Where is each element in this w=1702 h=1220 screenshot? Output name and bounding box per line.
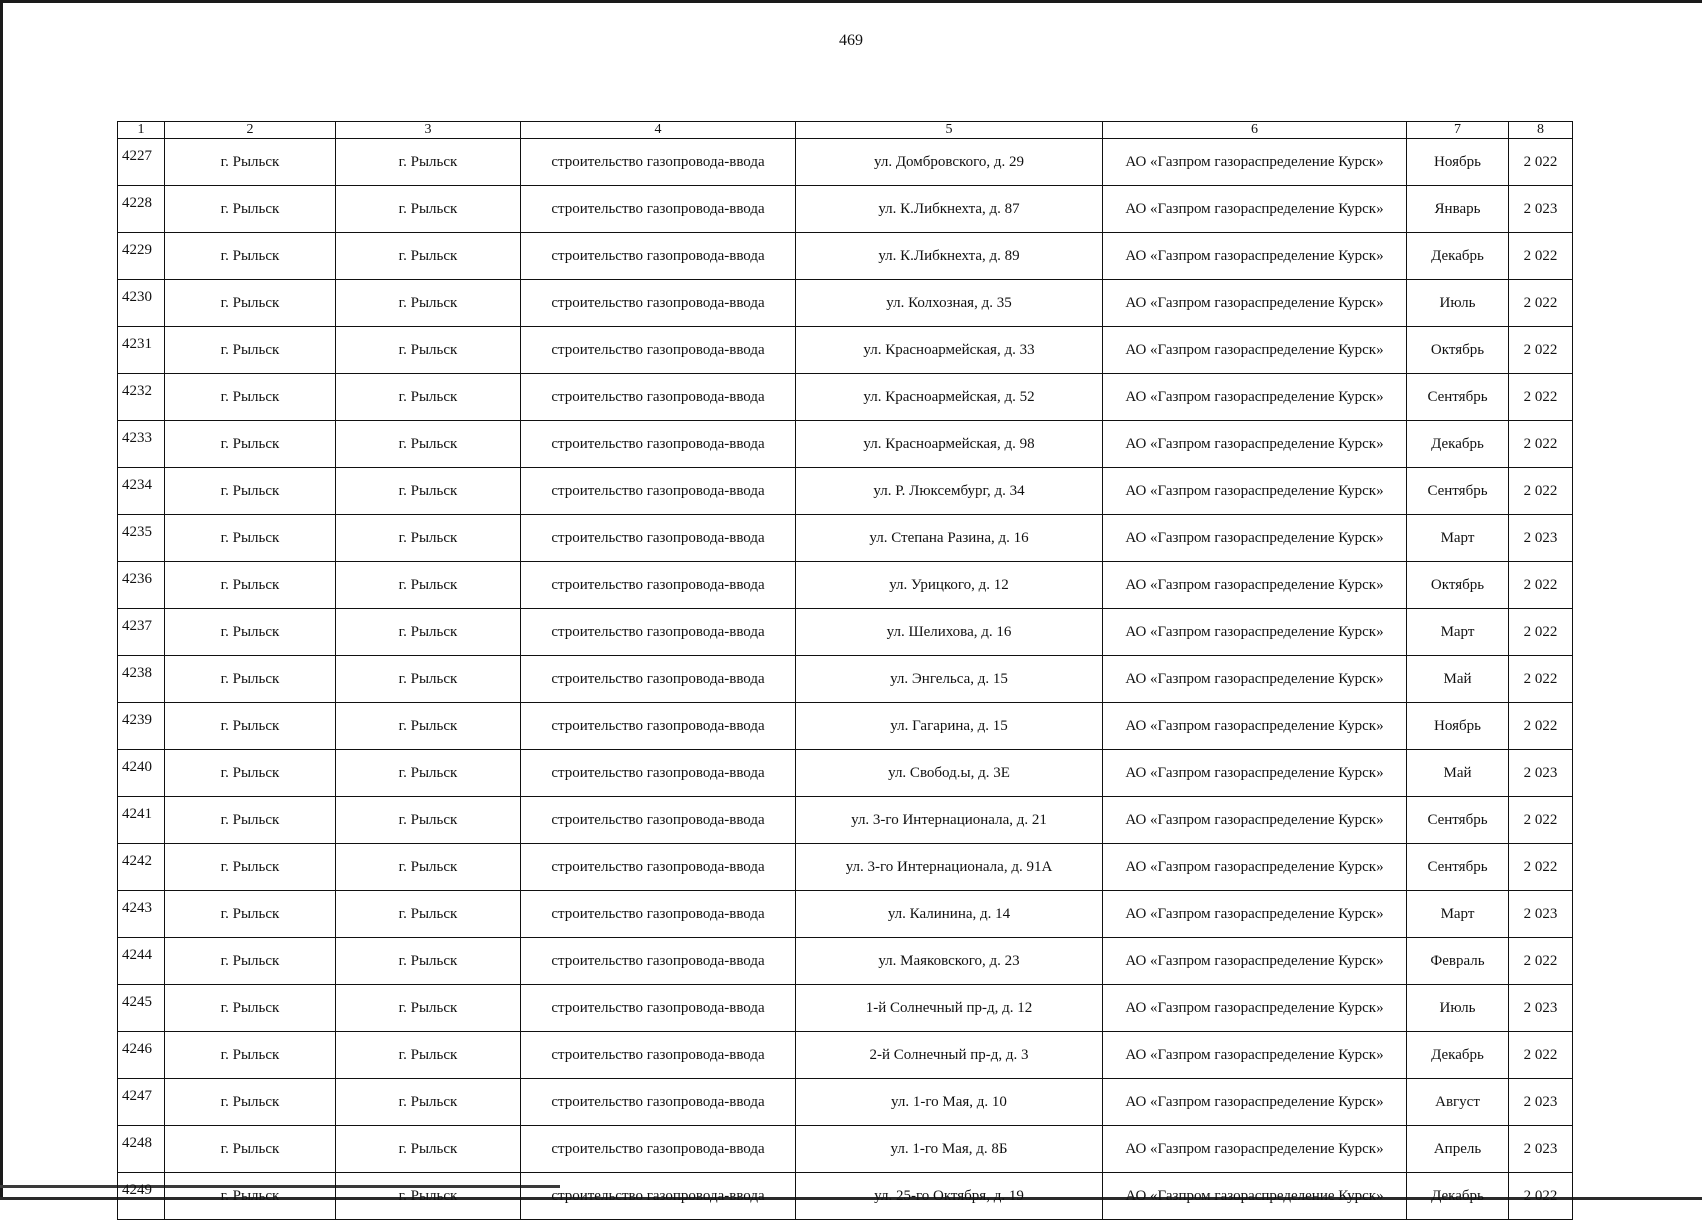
cell-row-number: 4228 [118, 186, 165, 233]
cell-month: Октябрь [1407, 562, 1509, 609]
cell-municipality: г. Рыльск [165, 844, 336, 891]
cell-settlement: г. Рыльск [336, 656, 521, 703]
cell-organization: АО «Газпром газораспределение Курск» [1103, 891, 1407, 938]
column-header: 5 [796, 122, 1103, 139]
cell-settlement: г. Рыльск [336, 1173, 521, 1220]
cell-address: 2-й Солнечный пр-д, д. 3 [796, 1032, 1103, 1079]
cell-organization: АО «Газпром газораспределение Курск» [1103, 562, 1407, 609]
cell-work-type: строительство газопровода-ввода [521, 844, 796, 891]
page-number: 469 [839, 32, 863, 49]
cell-address: ул. Колхозная, д. 35 [796, 280, 1103, 327]
cell-address: ул. 1-го Мая, д. 8Б [796, 1126, 1103, 1173]
cell-work-type: строительство газопровода-ввода [521, 750, 796, 797]
cell-work-type: строительство газопровода-ввода [521, 515, 796, 562]
cell-work-type: строительство газопровода-ввода [521, 985, 796, 1032]
cell-month: Декабрь [1407, 1173, 1509, 1220]
cell-municipality: г. Рыльск [165, 562, 336, 609]
cell-address: ул. Свобод.ы, д. 3Е [796, 750, 1103, 797]
cell-month: Апрель [1407, 1126, 1509, 1173]
table-row [118, 186, 1573, 233]
column-header: 1 [118, 122, 165, 139]
cell-settlement: г. Рыльск [336, 1126, 521, 1173]
cell-work-type: строительство газопровода-ввода [521, 1032, 796, 1079]
cell-year: 2 022 [1509, 1173, 1573, 1220]
cell-settlement: г. Рыльск [336, 891, 521, 938]
cell-address: ул. Шелихова, д. 16 [796, 609, 1103, 656]
cell-row-number: 4230 [118, 280, 165, 327]
cell-row-number: 4248 [118, 1126, 165, 1173]
cell-work-type: строительство газопровода-ввода [521, 891, 796, 938]
cell-year: 2 023 [1509, 891, 1573, 938]
cell-settlement: г. Рыльск [336, 844, 521, 891]
cell-address: ул. Красноармейская, д. 33 [796, 327, 1103, 374]
cell-month: Июль [1407, 280, 1509, 327]
cell-settlement: г. Рыльск [336, 750, 521, 797]
cell-year: 2 022 [1509, 562, 1573, 609]
cell-address: ул. 3-го Интернационала, д. 91А [796, 844, 1103, 891]
cell-work-type: строительство газопровода-ввода [521, 609, 796, 656]
column-header: 4 [521, 122, 796, 139]
cell-municipality: г. Рыльск [165, 468, 336, 515]
cell-month: Октябрь [1407, 327, 1509, 374]
cell-month: Декабрь [1407, 1032, 1509, 1079]
table-row [118, 985, 1573, 1032]
cell-work-type: строительство газопровода-ввода [521, 656, 796, 703]
cell-year: 2 023 [1509, 985, 1573, 1032]
cell-row-number: 4234 [118, 468, 165, 515]
table-row [118, 139, 1573, 186]
cell-address: ул. Калинина, д. 14 [796, 891, 1103, 938]
table-row [118, 233, 1573, 280]
cell-year: 2 023 [1509, 1126, 1573, 1173]
cell-address: ул. К.Либкнехта, д. 89 [796, 233, 1103, 280]
cell-organization: АО «Газпром газораспределение Курск» [1103, 515, 1407, 562]
cell-row-number: 4227 [118, 139, 165, 186]
cell-address: ул. Маяковского, д. 23 [796, 938, 1103, 985]
cell-organization: АО «Газпром газораспределение Курск» [1103, 750, 1407, 797]
scan-edge-top [0, 0, 1702, 3]
cell-row-number: 4233 [118, 421, 165, 468]
cell-year: 2 022 [1509, 797, 1573, 844]
column-header: 2 [165, 122, 336, 139]
cell-work-type: строительство газопровода-ввода [521, 233, 796, 280]
cell-settlement: г. Рыльск [336, 797, 521, 844]
cell-settlement: г. Рыльск [336, 609, 521, 656]
cell-month: Ноябрь [1407, 703, 1509, 750]
cell-year: 2 022 [1509, 374, 1573, 421]
cell-municipality: г. Рыльск [165, 1079, 336, 1126]
cell-address: ул. Домбровского, д. 29 [796, 139, 1103, 186]
scan-edge-left [0, 0, 3, 1200]
cell-settlement: г. Рыльск [336, 186, 521, 233]
cell-row-number: 4241 [118, 797, 165, 844]
cell-address: ул. Красноармейская, д. 52 [796, 374, 1103, 421]
cell-month: Сентябрь [1407, 797, 1509, 844]
cell-municipality: г. Рыльск [165, 891, 336, 938]
cell-organization: АО «Газпром газораспределение Курск» [1103, 139, 1407, 186]
table-row [118, 374, 1573, 421]
cell-organization: АО «Газпром газораспределение Курск» [1103, 656, 1407, 703]
cell-year: 2 022 [1509, 703, 1573, 750]
cell-organization: АО «Газпром газораспределение Курск» [1103, 421, 1407, 468]
table-row [118, 421, 1573, 468]
cell-year: 2 022 [1509, 656, 1573, 703]
cell-organization: АО «Газпром газораспределение Курск» [1103, 233, 1407, 280]
table-row [118, 656, 1573, 703]
cell-year: 2 022 [1509, 1032, 1573, 1079]
cell-municipality: г. Рыльск [165, 985, 336, 1032]
cell-settlement: г. Рыльск [336, 233, 521, 280]
cell-municipality: г. Рыльск [165, 750, 336, 797]
cell-work-type: строительство газопровода-ввода [521, 421, 796, 468]
cell-municipality: г. Рыльск [165, 1173, 336, 1220]
cell-municipality: г. Рыльск [165, 703, 336, 750]
cell-municipality: г. Рыльск [165, 515, 336, 562]
cell-address: ул. Красноармейская, д. 98 [796, 421, 1103, 468]
cell-settlement: г. Рыльск [336, 1032, 521, 1079]
cell-month: Август [1407, 1079, 1509, 1126]
cell-municipality: г. Рыльск [165, 797, 336, 844]
cell-organization: АО «Газпром газораспределение Курск» [1103, 1079, 1407, 1126]
cell-work-type: строительство газопровода-ввода [521, 280, 796, 327]
cell-municipality: г. Рыльск [165, 233, 336, 280]
cell-municipality: г. Рыльск [165, 374, 336, 421]
cell-row-number: 4243 [118, 891, 165, 938]
cell-work-type: строительство газопровода-ввода [521, 1079, 796, 1126]
cell-work-type: строительство газопровода-ввода [521, 374, 796, 421]
cell-month: Сентябрь [1407, 468, 1509, 515]
cell-month: Март [1407, 891, 1509, 938]
cell-month: Декабрь [1407, 233, 1509, 280]
header-row [118, 122, 1573, 139]
cell-month: Июль [1407, 985, 1509, 1032]
cell-month: Май [1407, 750, 1509, 797]
cell-year: 2 022 [1509, 327, 1573, 374]
cell-organization: АО «Газпром газораспределение Курск» [1103, 468, 1407, 515]
table-row [118, 280, 1573, 327]
cell-address: 1-й Солнечный пр-д, д. 12 [796, 985, 1103, 1032]
table-row [118, 1032, 1573, 1079]
cell-settlement: г. Рыльск [336, 562, 521, 609]
cell-settlement: г. Рыльск [336, 374, 521, 421]
cell-work-type: строительство газопровода-ввода [521, 938, 796, 985]
cell-settlement: г. Рыльск [336, 280, 521, 327]
cell-month: Март [1407, 609, 1509, 656]
cell-address: ул. К.Либкнехта, д. 87 [796, 186, 1103, 233]
table-row [118, 844, 1573, 891]
cell-organization: АО «Газпром газораспределение Курск» [1103, 1032, 1407, 1079]
cell-address: ул. Р. Люксембург, д. 34 [796, 468, 1103, 515]
cell-month: Ноябрь [1407, 139, 1509, 186]
cell-organization: АО «Газпром газораспределение Курск» [1103, 844, 1407, 891]
cell-work-type: строительство газопровода-ввода [521, 797, 796, 844]
cell-municipality: г. Рыльск [165, 1126, 336, 1173]
cell-work-type: строительство газопровода-ввода [521, 703, 796, 750]
cell-settlement: г. Рыльск [336, 139, 521, 186]
cell-year: 2 023 [1509, 515, 1573, 562]
cell-address: ул. 25-го Октября, д. 19 [796, 1173, 1103, 1220]
table-row [118, 891, 1573, 938]
cell-municipality: г. Рыльск [165, 1032, 336, 1079]
cell-row-number: 4229 [118, 233, 165, 280]
cell-row-number: 4246 [118, 1032, 165, 1079]
cell-address: ул. Урицкого, д. 12 [796, 562, 1103, 609]
table-row [118, 1079, 1573, 1126]
table-row [118, 468, 1573, 515]
table-row [118, 750, 1573, 797]
cell-work-type: строительство газопровода-ввода [521, 1126, 796, 1173]
cell-municipality: г. Рыльск [165, 656, 336, 703]
cell-row-number: 4244 [118, 938, 165, 985]
cell-settlement: г. Рыльск [336, 703, 521, 750]
cell-row-number: 4239 [118, 703, 165, 750]
cell-row-number: 4232 [118, 374, 165, 421]
table-row [118, 703, 1573, 750]
column-header: 6 [1103, 122, 1407, 139]
cell-address: ул. 3-го Интернационала, д. 21 [796, 797, 1103, 844]
column-header: 3 [336, 122, 521, 139]
cell-address: ул. Гагарина, д. 15 [796, 703, 1103, 750]
cell-row-number: 4231 [118, 327, 165, 374]
cell-work-type: строительство газопровода-ввода [521, 139, 796, 186]
cell-row-number: 4236 [118, 562, 165, 609]
cell-organization: АО «Газпром газораспределение Курск» [1103, 938, 1407, 985]
cell-month: Май [1407, 656, 1509, 703]
cell-address: ул. Энгельса, д. 15 [796, 656, 1103, 703]
cell-organization: АО «Газпром газораспределение Курск» [1103, 1126, 1407, 1173]
cell-organization: АО «Газпром газораспределение Курск» [1103, 985, 1407, 1032]
cell-month: Сентябрь [1407, 374, 1509, 421]
cell-municipality: г. Рыльск [165, 280, 336, 327]
cell-row-number: 4235 [118, 515, 165, 562]
cell-row-number: 4240 [118, 750, 165, 797]
table-row [118, 1173, 1573, 1220]
cell-year: 2 022 [1509, 844, 1573, 891]
table-row [118, 515, 1573, 562]
cell-row-number: 4249 [118, 1173, 165, 1220]
cell-row-number: 4245 [118, 985, 165, 1032]
cell-municipality: г. Рыльск [165, 421, 336, 468]
cell-year: 2 022 [1509, 938, 1573, 985]
cell-month: Сентябрь [1407, 844, 1509, 891]
table-row [118, 938, 1573, 985]
cell-month: Февраль [1407, 938, 1509, 985]
cell-organization: АО «Газпром газораспределение Курск» [1103, 280, 1407, 327]
cell-settlement: г. Рыльск [336, 1079, 521, 1126]
cell-year: 2 022 [1509, 139, 1573, 186]
cell-work-type: строительство газопровода-ввода [521, 1173, 796, 1220]
cell-year: 2 022 [1509, 609, 1573, 656]
cell-work-type: строительство газопровода-ввода [521, 327, 796, 374]
cell-address: ул. 1-го Мая, д. 10 [796, 1079, 1103, 1126]
cell-year: 2 022 [1509, 233, 1573, 280]
cell-municipality: г. Рыльск [165, 186, 336, 233]
cell-row-number: 4242 [118, 844, 165, 891]
table-row [118, 609, 1573, 656]
cell-settlement: г. Рыльск [336, 421, 521, 468]
table-row [118, 1126, 1573, 1173]
cell-work-type: строительство газопровода-ввода [521, 468, 796, 515]
cell-row-number: 4247 [118, 1079, 165, 1126]
cell-municipality: г. Рыльск [165, 327, 336, 374]
cell-organization: АО «Газпром газораспределение Курск» [1103, 1173, 1407, 1220]
table-row [118, 327, 1573, 374]
gas-pipeline-table [117, 121, 1573, 1220]
table-row [118, 562, 1573, 609]
table-body [118, 139, 1573, 1220]
cell-year: 2 022 [1509, 280, 1573, 327]
cell-settlement: г. Рыльск [336, 327, 521, 374]
cell-organization: АО «Газпром газораспределение Курск» [1103, 374, 1407, 421]
cell-municipality: г. Рыльск [165, 139, 336, 186]
cell-settlement: г. Рыльск [336, 938, 521, 985]
cell-row-number: 4238 [118, 656, 165, 703]
column-header: 8 [1509, 122, 1573, 139]
cell-settlement: г. Рыльск [336, 468, 521, 515]
cell-work-type: строительство газопровода-ввода [521, 562, 796, 609]
cell-year: 2 023 [1509, 186, 1573, 233]
cell-organization: АО «Газпром газораспределение Курск» [1103, 186, 1407, 233]
column-header: 7 [1407, 122, 1509, 139]
cell-address: ул. Степана Разина, д. 16 [796, 515, 1103, 562]
cell-year: 2 022 [1509, 421, 1573, 468]
cell-year: 2 023 [1509, 750, 1573, 797]
cell-work-type: строительство газопровода-ввода [521, 186, 796, 233]
cell-organization: АО «Газпром газораспределение Курск» [1103, 609, 1407, 656]
cell-row-number: 4237 [118, 609, 165, 656]
cell-month: Декабрь [1407, 421, 1509, 468]
cell-settlement: г. Рыльск [336, 985, 521, 1032]
cell-year: 2 022 [1509, 468, 1573, 515]
cell-settlement: г. Рыльск [336, 515, 521, 562]
cell-municipality: г. Рыльск [165, 609, 336, 656]
cell-month: Январь [1407, 186, 1509, 233]
cell-month: Март [1407, 515, 1509, 562]
table-row [118, 797, 1573, 844]
cell-organization: АО «Газпром газораспределение Курск» [1103, 797, 1407, 844]
cell-municipality: г. Рыльск [165, 938, 336, 985]
cell-year: 2 023 [1509, 1079, 1573, 1126]
cell-organization: АО «Газпром газораспределение Курск» [1103, 703, 1407, 750]
cell-organization: АО «Газпром газораспределение Курск» [1103, 327, 1407, 374]
